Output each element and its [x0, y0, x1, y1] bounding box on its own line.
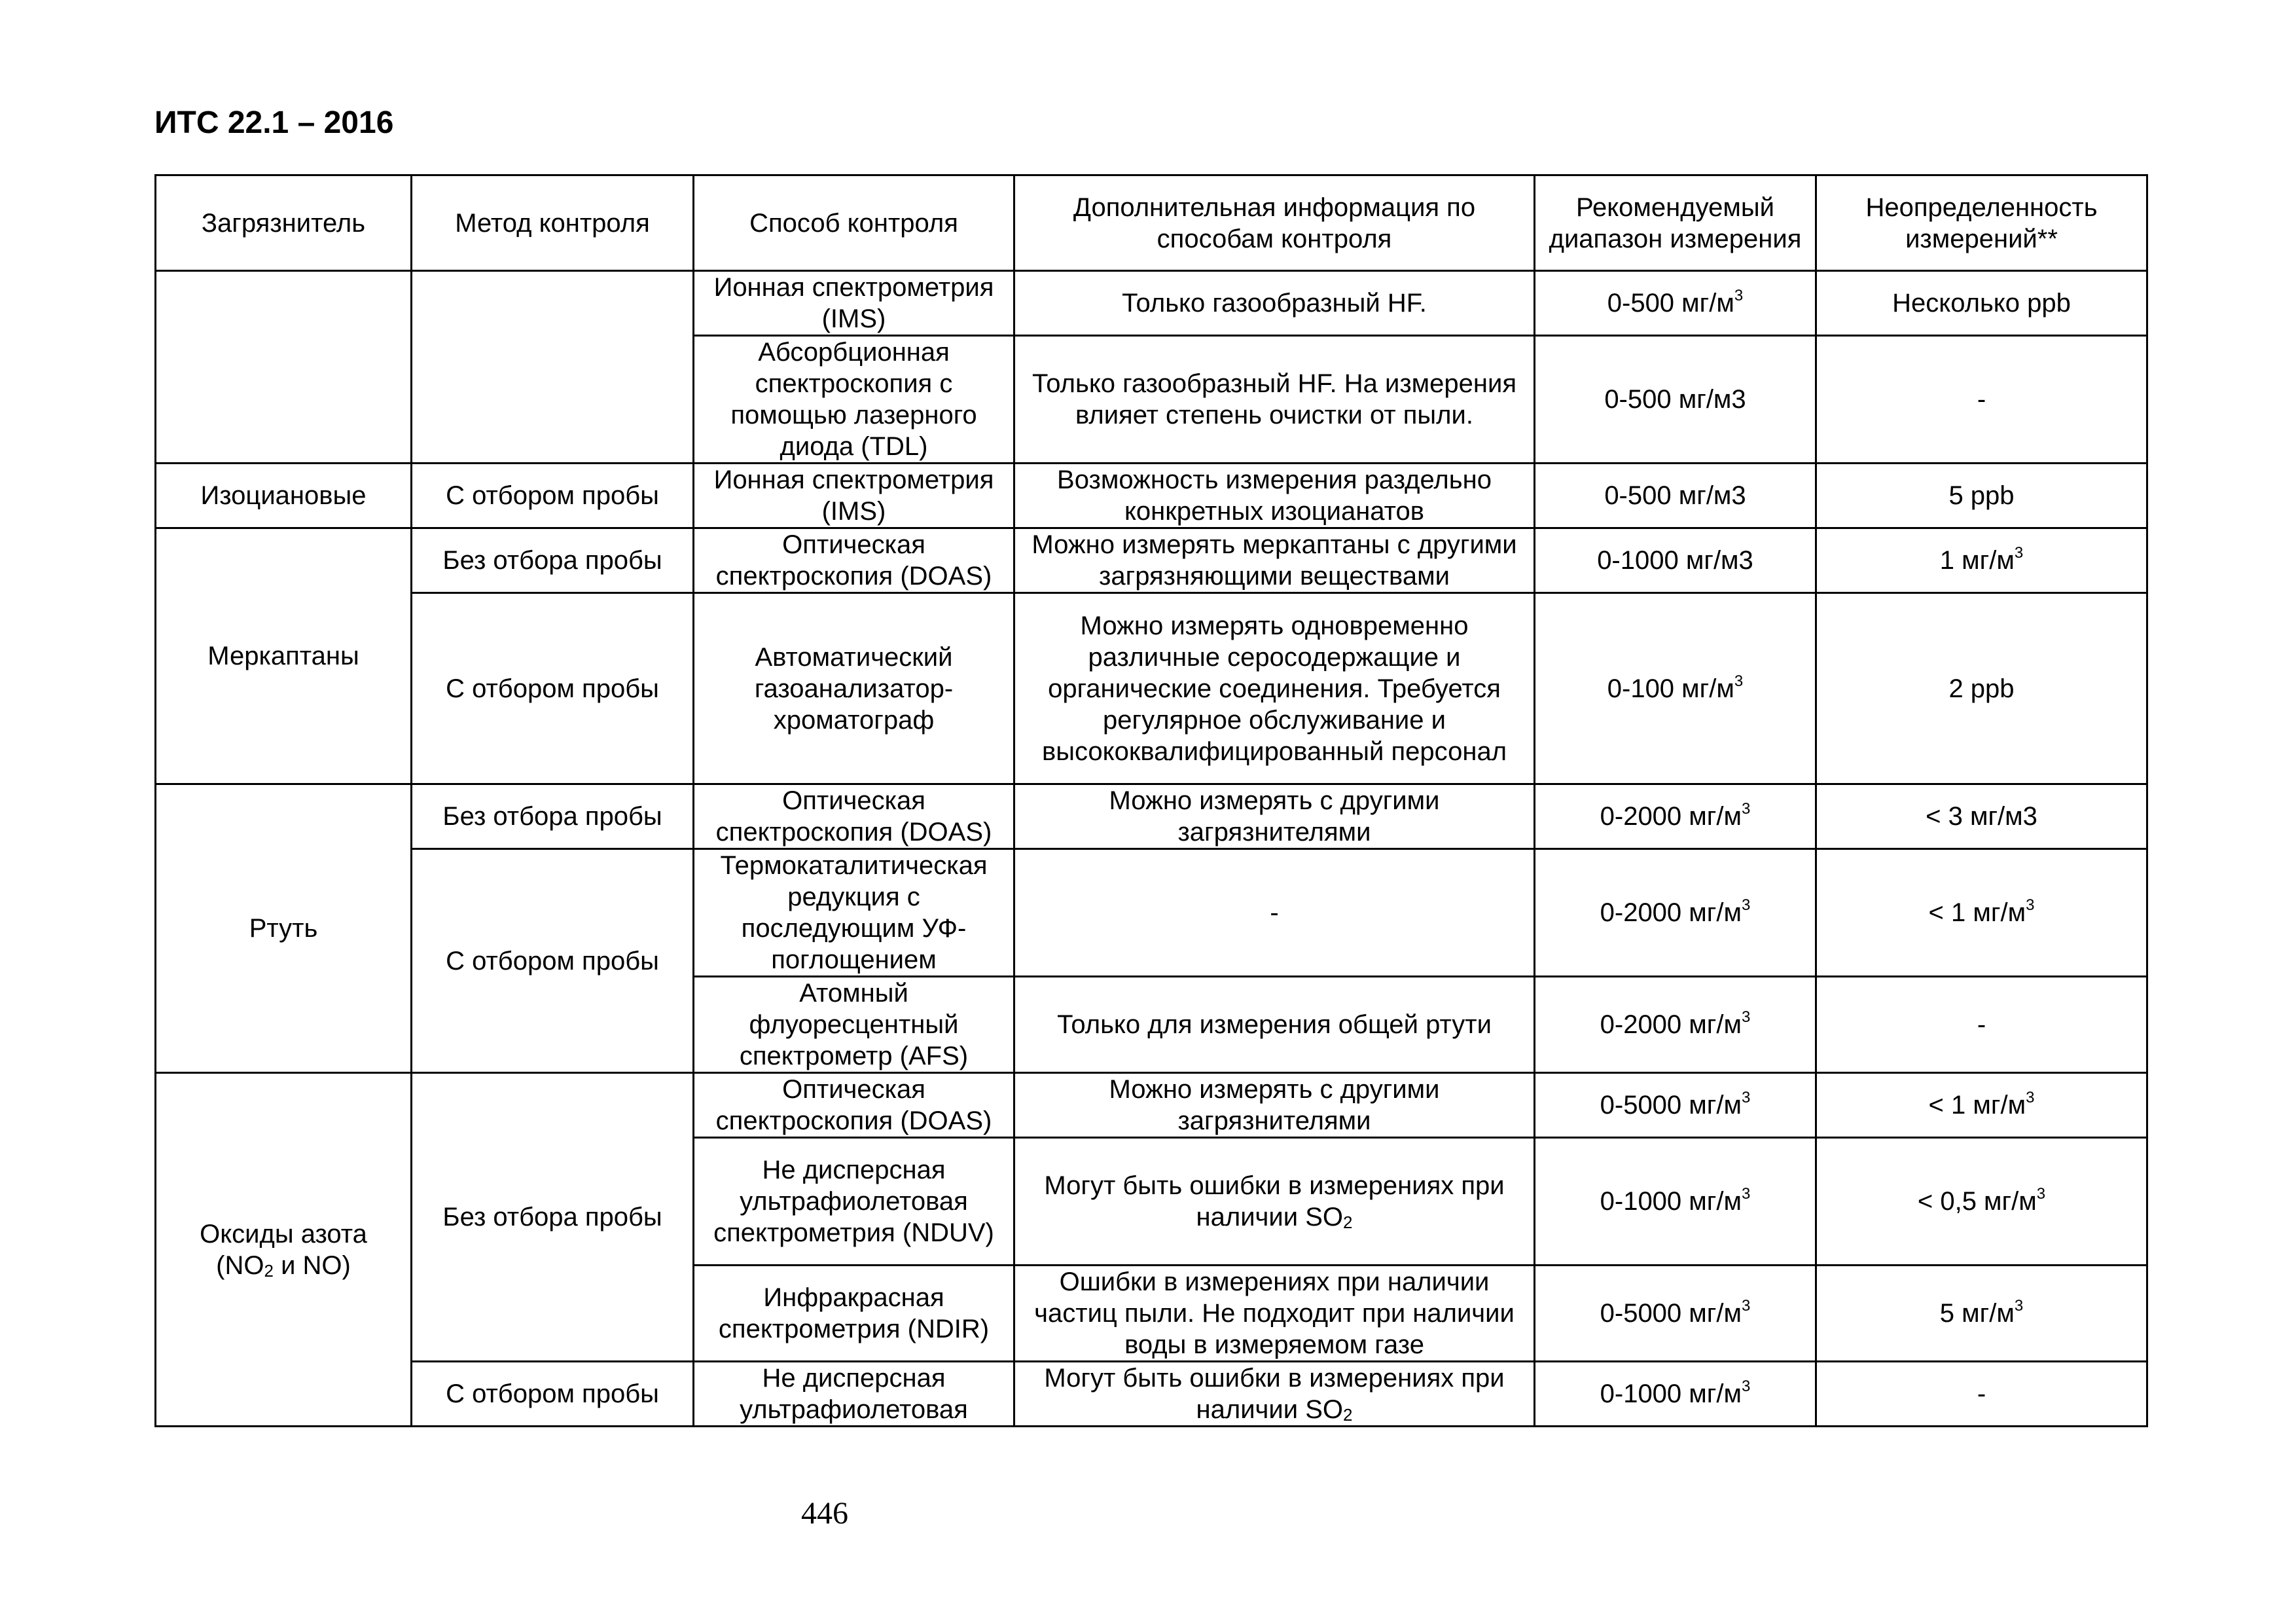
document-header: ИТС 22.1 – 2016 — [154, 105, 394, 140]
method-cell: Без отбора пробы — [412, 1073, 694, 1362]
uncertainty-cell — [1816, 1138, 2147, 1266]
way-cell: Оптическая спектроскопия (DOAS) — [694, 528, 1014, 593]
way-cell: Оптическая спектроскопия (DOAS) — [694, 784, 1014, 849]
range-value: 0-2000 мг/м — [1600, 1010, 1742, 1039]
range-cell — [1535, 1362, 1816, 1427]
col-header-way: Способ контроля — [694, 175, 1014, 271]
way-cell: Ионная спектрометрия (IMS) — [694, 464, 1014, 528]
range-cell — [1535, 1138, 1816, 1266]
uncertainty-cell — [1816, 1266, 2147, 1362]
table-row — [156, 464, 2147, 528]
uncertainty-cell — [1816, 849, 2147, 977]
method-cell — [412, 271, 694, 464]
uncertainty-value: 5 мг/м — [1939, 1299, 2015, 1328]
range-cell — [1535, 1266, 1816, 1362]
range-cell — [1535, 849, 1816, 977]
way-cell: Инфракрасная спектрометрия (NDIR) — [694, 1266, 1014, 1362]
pollutant-cell: Изоциановые — [156, 464, 412, 528]
uncertainty-value: 1 мг/м — [1939, 546, 2015, 575]
range-cell — [1535, 271, 1816, 336]
range-value: 0-1000 мг/м — [1600, 1187, 1742, 1216]
method-cell: С отбором пробы — [412, 849, 694, 1073]
range-cell: 0-500 мг/м3 — [1535, 336, 1816, 464]
subscript-2: 2 — [264, 1260, 274, 1281]
info-cell: Можно измерять одновременно различные серосодержащие и органические соединения. Требуется регулярное обслуживание и высококвалифицированный персонал — [1014, 593, 1535, 784]
superscript-3: 3 — [1742, 800, 1751, 818]
range-cell — [1535, 1073, 1816, 1138]
way-cell: Не дисперсная ультрафиолетовая — [694, 1362, 1014, 1427]
way-cell: Ионная спектрометрия (IMS) — [694, 271, 1014, 336]
range-value: 0-1000 мг/м — [1600, 1379, 1742, 1408]
uncertainty-cell: - — [1816, 977, 2147, 1073]
range-cell: 0-500 мг/м3 — [1535, 464, 1816, 528]
method-cell: С отбором пробы — [412, 593, 694, 784]
uncertainty-cell: Несколько ppb — [1816, 271, 2147, 336]
way-cell: Термокаталитическая редукция с последующим УФ-поглощением — [694, 849, 1014, 977]
way-cell: Атомный флуоресцентный спектрометр (AFS) — [694, 977, 1014, 1073]
table-row — [156, 784, 2147, 849]
superscript-3: 3 — [1742, 1185, 1751, 1203]
info-cell — [1014, 1362, 1535, 1427]
info-cell — [1014, 1138, 1535, 1266]
superscript-3: 3 — [2014, 1297, 2024, 1315]
superscript-3: 3 — [1742, 1297, 1751, 1315]
info-cell: Можно измерять с другими загрязнителями — [1014, 1073, 1535, 1138]
range-cell — [1535, 784, 1816, 849]
formula-part: и NO) — [273, 1250, 351, 1280]
uncertainty-value: < 1 мг/м — [1928, 1091, 2026, 1120]
info-cell: Только газообразный HF. — [1014, 271, 1535, 336]
method-cell: С отбором пробы — [412, 464, 694, 528]
superscript-3: 3 — [2036, 1185, 2046, 1203]
formula-part: (NO — [216, 1250, 264, 1280]
table-row — [156, 1362, 2147, 1427]
range-value: 0-2000 мг/м — [1600, 898, 1742, 927]
superscript-3: 3 — [1742, 1089, 1751, 1106]
uncertainty-cell: - — [1816, 336, 2147, 464]
range-cell: 0-1000 мг/м3 — [1535, 528, 1816, 593]
col-header-uncertainty: Неопределенность измерений** — [1816, 175, 2147, 271]
method-cell: Без отбора пробы — [412, 528, 694, 593]
info-cell: Можно измерять меркаптаны с другими загрязняющими веществами — [1014, 528, 1535, 593]
page-number: 446 — [801, 1496, 848, 1531]
way-cell: Автоматический газоанализатор-хроматограф — [694, 593, 1014, 784]
info-cell: Только газообразный HF. На измерения влияет степень очистки от пыли. — [1014, 336, 1535, 464]
col-header-method: Метод контроля — [412, 175, 694, 271]
way-cell: Абсорбционная спектроскопия с помощью лазерного диода (TDL) — [694, 336, 1014, 464]
uncertainty-cell: < 3 мг/м3 — [1816, 784, 2147, 849]
range-value: 0-2000 мг/м — [1600, 802, 1742, 831]
uncertainty-cell — [1816, 528, 2147, 593]
range-value: 0-5000 мг/м — [1600, 1091, 1742, 1120]
superscript-3: 3 — [1734, 287, 1744, 304]
pollutant-name: Оксиды азота — [200, 1219, 367, 1249]
col-header-pollutant: Загрязнитель — [156, 175, 412, 271]
method-cell: С отбором пробы — [412, 1362, 694, 1427]
uncertainty-cell — [1816, 1073, 2147, 1138]
col-header-range: Рекомендуемый диапазон измерения — [1535, 175, 1816, 271]
range-cell — [1535, 593, 1816, 784]
superscript-3: 3 — [1734, 672, 1744, 690]
col-header-info: Дополнительная информация по способам контроля — [1014, 175, 1535, 271]
pollutant-cell — [156, 271, 412, 464]
info-cell: - — [1014, 849, 1535, 977]
uncertainty-value: < 0,5 мг/м — [1917, 1187, 2037, 1216]
table-row — [156, 593, 2147, 784]
pollutant-cell: Меркаптаны — [156, 528, 412, 784]
pollutant-formula — [216, 1251, 351, 1280]
uncertainty-cell: - — [1816, 1362, 2147, 1427]
table-header-row — [156, 175, 2147, 271]
info-cell: Ошибки в измерениях при наличии частиц пыли. Не подходит при наличии воды в измеряемом газе — [1014, 1266, 1535, 1362]
pollutant-cell — [156, 1073, 412, 1427]
range-value: 0-500 мг/м — [1607, 289, 1734, 318]
table-row — [156, 528, 2147, 593]
range-value: 0-100 мг/м — [1607, 674, 1734, 703]
superscript-3: 3 — [1742, 1008, 1751, 1026]
method-cell: Без отбора пробы — [412, 784, 694, 849]
pollutant-control-table — [154, 174, 2148, 1427]
range-value: 0-5000 мг/м — [1600, 1299, 1742, 1328]
info-text: Могут быть ошибки в измерениях при наличии SO — [1044, 1364, 1505, 1424]
superscript-3: 3 — [1742, 1377, 1751, 1395]
info-cell: Возможность измерения раздельно конкретных изоцианатов — [1014, 464, 1535, 528]
subscript-2: 2 — [1342, 1405, 1353, 1425]
superscript-3: 3 — [1742, 896, 1751, 914]
table-row — [156, 1073, 2147, 1138]
way-cell: Оптическая спектроскопия (DOAS) — [694, 1073, 1014, 1138]
superscript-3: 3 — [2026, 896, 2035, 914]
info-text: Могут быть ошибки в измерениях при наличии SO — [1044, 1171, 1505, 1231]
range-cell — [1535, 977, 1816, 1073]
subscript-2: 2 — [1342, 1213, 1353, 1232]
uncertainty-value: < 1 мг/м — [1928, 898, 2026, 927]
superscript-3: 3 — [2026, 1089, 2035, 1106]
pollutant-cell: Ртуть — [156, 784, 412, 1073]
superscript-3: 3 — [2014, 544, 2024, 562]
info-cell: Только для измерения общей ртути — [1014, 977, 1535, 1073]
table-row — [156, 849, 2147, 977]
uncertainty-cell: 2 ppb — [1816, 593, 2147, 784]
info-cell: Можно измерять с другими загрязнителями — [1014, 784, 1535, 849]
table-row — [156, 271, 2147, 336]
way-cell: Не дисперсная ультрафиолетовая спектрометрия (NDUV) — [694, 1138, 1014, 1266]
uncertainty-cell: 5 ppb — [1816, 464, 2147, 528]
